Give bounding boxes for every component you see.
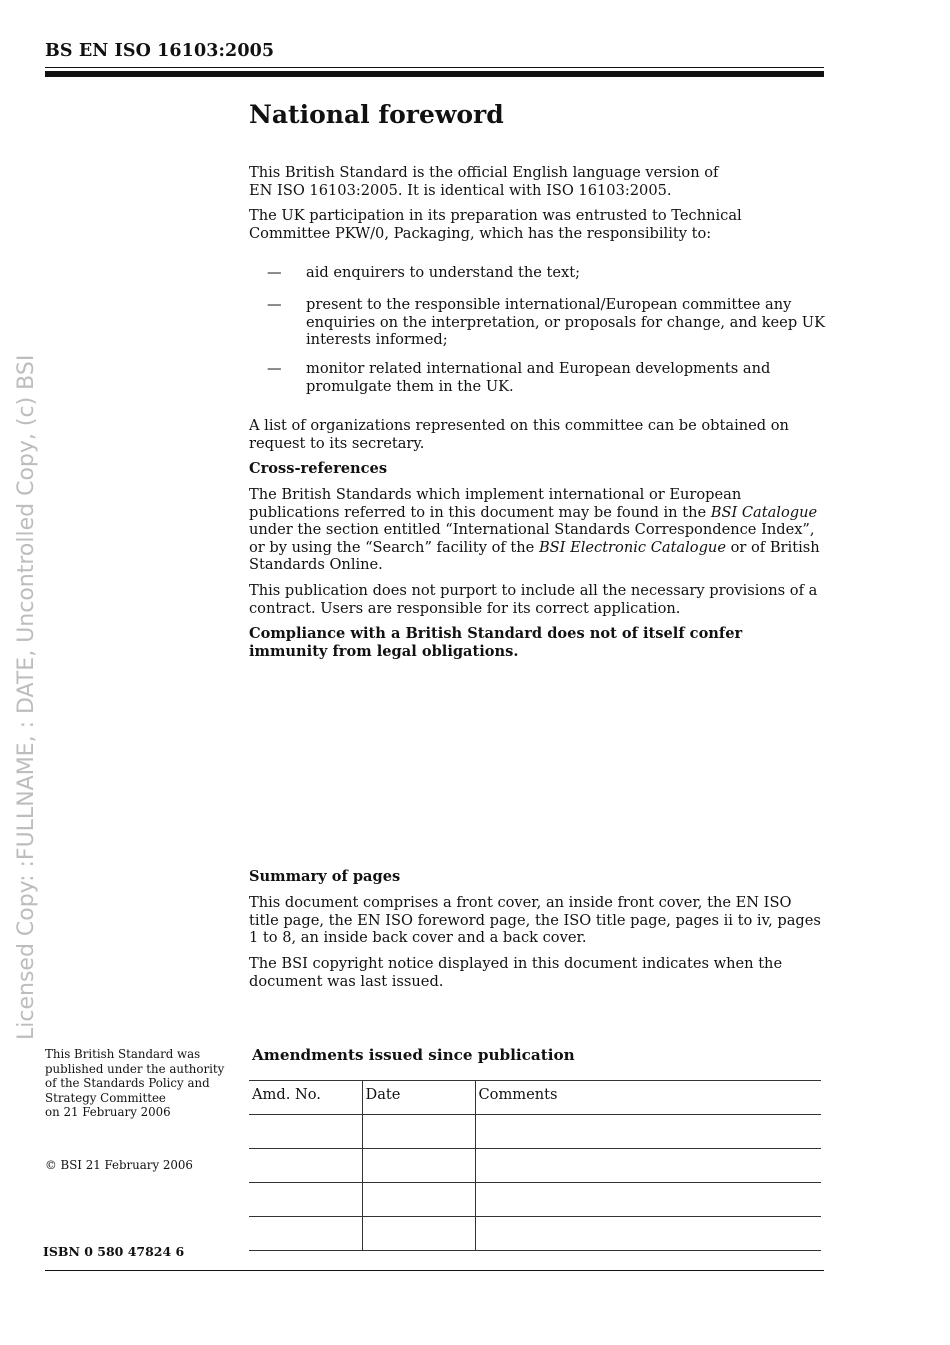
responsibility-item: present to the responsible international/European committee any enquiries on the interpretation, or proposals for change, and keep UK interests informed; (306, 296, 826, 348)
cross-ref-text: or of British Standards Online. (249, 538, 820, 573)
authority-line: published under the authority (45, 1061, 225, 1076)
summary-paragraph-1: This document comprises a front cover, an inside front cover, the EN ISO title page, the EN ISO foreword page, the ISO title page, pages ii to iv, pages 1 to 8, an inside back cover and a back cover. (249, 894, 821, 946)
intro-line-1: This British Standard is the official English language version of (249, 164, 719, 181)
license-watermark: Licensed Copy: :FULLNAME, : DATE, Uncontrolled Copy, (c) BSI (14, 354, 39, 1040)
copyright-note: © BSI 21 February 2006 (45, 1158, 193, 1172)
document-code: BS EN ISO 16103:2005 (45, 41, 275, 61)
table-row (249, 1183, 821, 1217)
table-cell (249, 1183, 362, 1217)
table-cell (249, 1149, 362, 1183)
table-cell (475, 1149, 821, 1183)
authority-note (45, 1047, 230, 1120)
column-header: Amd. No. (249, 1081, 362, 1115)
authority-line: of the Standards Policy and (45, 1076, 210, 1090)
column-header: Date (362, 1081, 475, 1115)
authority-line: This British Standard was (45, 1047, 201, 1061)
authority-line: Strategy Committee (45, 1090, 166, 1105)
compliance-statement: Compliance with a British Standard does not of itself confer immunity from legal obligations. (249, 625, 743, 660)
footer-rule (45, 1270, 824, 1271)
bullet-dash: — (267, 296, 282, 313)
table-header-row (249, 1081, 821, 1115)
table-cell (362, 1217, 475, 1251)
table-cell (475, 1217, 821, 1251)
bsi-catalogue-title: BSI Catalogue (710, 503, 818, 521)
table-cell (475, 1183, 821, 1217)
column-header: Comments (475, 1081, 821, 1115)
amendments-table (249, 1080, 821, 1251)
table-cell (362, 1183, 475, 1217)
bullet-dash: — (267, 360, 282, 377)
cross-ref-text: The British Standards which implement international or European publications referred to in this document may be found in the (249, 486, 742, 521)
authority-line: on 21 February 2006 (45, 1105, 171, 1119)
intro-paragraph-2: The UK participation in its preparation was entrusted to Technical Committee PKW/0, Packaging, which has the responsibility to: (249, 207, 742, 242)
table-row (249, 1115, 821, 1149)
cross-references-paragraph (249, 486, 825, 574)
table-cell (362, 1149, 475, 1183)
table-cell (475, 1115, 821, 1149)
table-cell (249, 1217, 362, 1251)
summary-heading: Summary of pages (249, 868, 401, 885)
isbn: ISBN 0 580 47824 6 (43, 1244, 185, 1259)
page-title: National foreword (249, 100, 504, 129)
responsibility-item: aid enquirers to understand the text; (306, 264, 581, 281)
intro-line-2: EN ISO 16103:2005. It is identical with ISO 16103:2005. (249, 181, 672, 199)
summary-paragraph-2: The BSI copyright notice displayed in this document indicates when the document was last issued. (249, 955, 783, 990)
intro-paragraph-1 (249, 164, 825, 199)
organizations-note: A list of organizations represented on this committee can be obtained on request to its secretary. (249, 417, 789, 452)
responsibility-item: monitor related international and European developments and promulgate them in the UK. (306, 360, 771, 395)
cross-ref-text: under the section entitled “International Standards Correspondence Index”, or by using the “Search” facility of the (249, 521, 815, 556)
provisions-paragraph: This publication does not purport to include all the necessary provisions of a contract. Users are responsible for its correct application. (249, 582, 818, 617)
cross-references-heading: Cross-references (249, 460, 388, 477)
table-row (249, 1217, 821, 1251)
table-cell (362, 1115, 475, 1149)
table-row (249, 1149, 821, 1183)
header-rule-thin (45, 67, 824, 68)
bullet-dash: — (267, 264, 282, 281)
bsi-electronic-catalogue-title: BSI Electronic Catalogue (538, 538, 726, 556)
table-cell (249, 1115, 362, 1149)
amendments-title: Amendments issued since publication (252, 1046, 575, 1064)
header-rule-thick (45, 71, 824, 77)
